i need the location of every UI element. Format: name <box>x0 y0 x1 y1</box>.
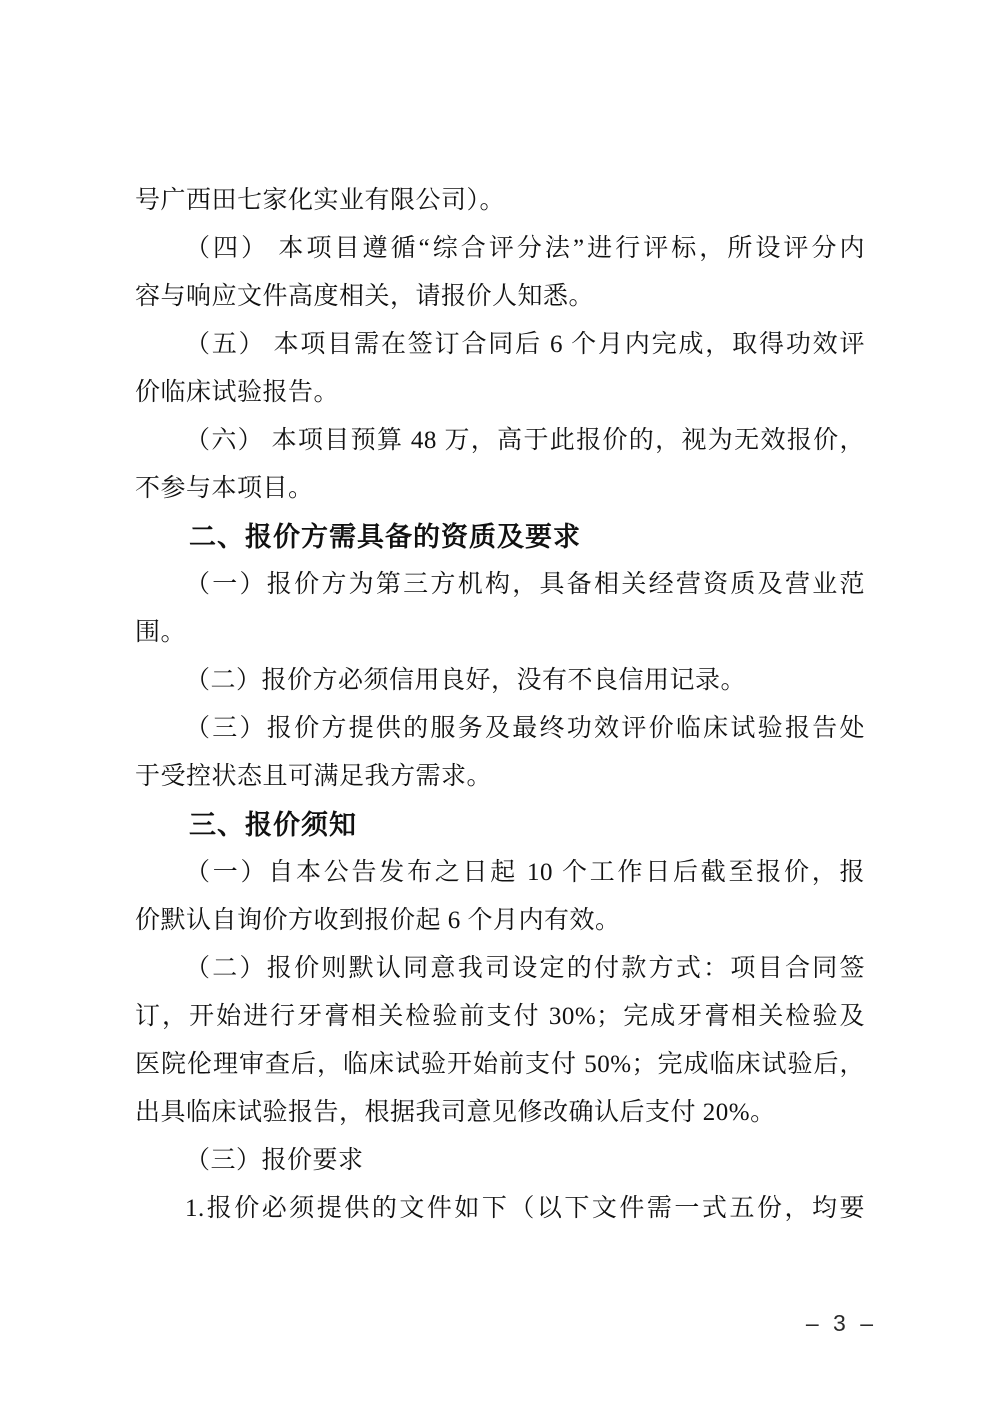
item-5-line-1: （五） 本项目需在签订合同后 6 个月内完成，取得功效评 <box>185 331 865 358</box>
section-heading-2: 二、报价方需具备的资质及要求 <box>189 522 581 552</box>
sec3-item-3-sub-1: 1.报价必须提供的文件如下（以下文件需一式五份，均要 <box>185 1195 865 1222</box>
sec3-item-2-line-1: （二）报价则默认同意我司设定的付款方式：项目合同签 <box>185 955 865 982</box>
sec2-item-1-line-2: 围。 <box>135 619 187 646</box>
sec2-item-1-line-1: （一）报价方为第三方机构，具备相关经营资质及营业范 <box>185 571 865 598</box>
item-4-line-2: 容与响应文件高度相关，请报价人知悉。 <box>135 283 595 310</box>
sec3-item-2-line-4: 出具临床试验报告，根据我司意见修改确认后支付 20%。 <box>135 1099 776 1126</box>
sec3-item-1-line-1: （一）自本公告发布之日起 10 个工作日后截至报价，报 <box>185 859 865 886</box>
sec3-item-3-heading: （三）报价要求 <box>185 1147 364 1174</box>
item-5-line-2: 价临床试验报告。 <box>135 379 340 406</box>
sec3-item-2-line-3: 医院伦理审查后，临床试验开始前支付 50%；完成临床试验后， <box>135 1051 865 1078</box>
page-number: – 3 – <box>805 1310 877 1336</box>
section-heading-3: 三、报价须知 <box>189 810 357 840</box>
sec3-item-1-line-2: 价默认自询价方收到报价起 6 个月内有效。 <box>135 907 621 934</box>
item-6-line-1: （六） 本项目预算 48 万，高于此报价的，视为无效报价， <box>185 427 865 454</box>
sec2-item-3-line-2: 于受控状态且可满足我方需求。 <box>135 763 493 790</box>
document-body <box>135 177 865 1233</box>
item-6-line-2: 不参与本项目。 <box>135 475 314 502</box>
sec2-item-3-line-1: （三）报价方提供的服务及最终功效评价临床试验报告处 <box>185 715 865 742</box>
item-4-line-1: （四） 本项目遵循“综合评分法”进行评标，所设评分内 <box>185 235 865 262</box>
sec3-item-2-line-2: 订，开始进行牙膏相关检验前支付 30%；完成牙膏相关检验及 <box>135 1003 865 1030</box>
sec2-item-2: （二）报价方必须信用良好，没有不良信用记录。 <box>185 667 747 694</box>
text-line-continuation: 号广西田七家化实业有限公司）。 <box>135 187 506 214</box>
